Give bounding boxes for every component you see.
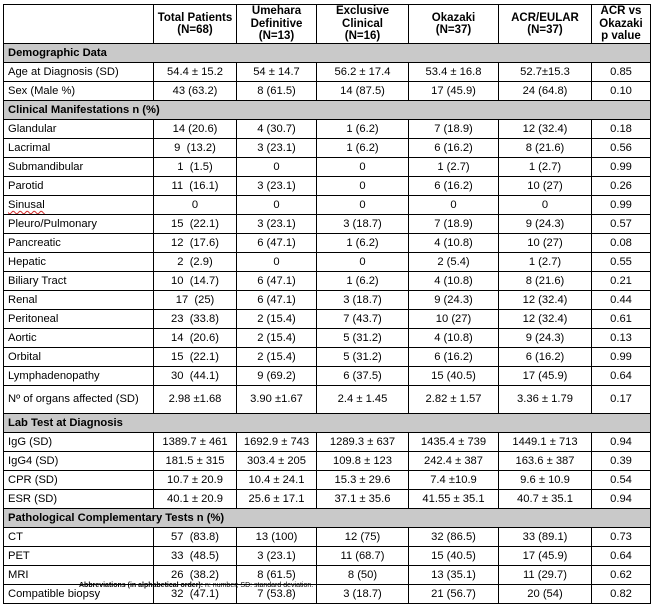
value-cell: 1 (2.7): [499, 158, 592, 177]
p-value-cell: 0.18: [592, 120, 651, 139]
value-cell: 15 (22.1): [154, 348, 237, 367]
column-header: [317, 5, 409, 44]
table-row: [4, 177, 651, 196]
row-label: [4, 471, 154, 490]
value-cell: 0: [237, 253, 317, 272]
value-cell: 21 (56.7): [409, 585, 499, 604]
row-label-text: Age at Diagnosis (SD): [8, 66, 119, 78]
value-cell: 4 (30.7): [237, 120, 317, 139]
value-cell: 15.3 ± 29.6: [317, 471, 409, 490]
value-cell: 1 (6.2): [317, 120, 409, 139]
row-label: [4, 490, 154, 509]
value-cell: 12 (75): [317, 528, 409, 547]
p-value-cell: 0.26: [592, 177, 651, 196]
value-cell: 9 (69.2): [237, 367, 317, 386]
value-cell: 32 (47.1): [154, 585, 237, 604]
abbreviations-footnote: [79, 582, 313, 589]
value-cell: 6 (47.1): [237, 234, 317, 253]
value-cell: 9 (13.2): [154, 139, 237, 158]
column-header-line: (N=13): [258, 30, 295, 43]
row-label: [4, 348, 154, 367]
p-value-cell: 0.54: [592, 471, 651, 490]
value-cell: 1 (6.2): [317, 139, 409, 158]
value-cell: 1435.4 ± 739: [409, 433, 499, 452]
row-label-text: Hepatic: [8, 256, 46, 268]
value-cell: 9 (24.3): [499, 329, 592, 348]
value-cell: 109.8 ± 123: [317, 452, 409, 471]
value-cell: 40.7 ± 35.1: [499, 490, 592, 509]
column-header: [499, 5, 592, 44]
row-label: [4, 272, 154, 291]
p-value-cell: 0.62: [592, 566, 651, 585]
p-value-cell: 0.61: [592, 310, 651, 329]
row-label-text: CPR (SD): [8, 474, 58, 486]
table-row: [4, 215, 651, 234]
value-cell: 43 (63.2): [154, 82, 237, 101]
value-cell: 8 (61.5): [237, 82, 317, 101]
p-value-cell: 0.55: [592, 253, 651, 272]
value-cell: 14 (20.6): [154, 120, 237, 139]
value-cell: 6 (37.5): [317, 367, 409, 386]
table-row: [4, 490, 651, 509]
row-label: [4, 139, 154, 158]
value-cell: 2 (2.9): [154, 253, 237, 272]
value-cell: 3 (23.1): [237, 547, 317, 566]
table-row: [4, 120, 651, 139]
value-cell: 3 (18.7): [317, 585, 409, 604]
value-cell: 15 (40.5): [409, 547, 499, 566]
value-cell: 1 (6.2): [317, 272, 409, 291]
value-cell: 0: [317, 253, 409, 272]
value-cell: 15 (40.5): [409, 367, 499, 386]
value-cell: 2.98 ±1.68: [154, 386, 237, 414]
p-value-cell: 0.99: [592, 196, 651, 215]
value-cell: 3.90 ±1.67: [237, 386, 317, 414]
value-cell: 4 (10.8): [409, 272, 499, 291]
row-label-text: Glandular: [8, 123, 57, 135]
header-cell-empty: [4, 5, 154, 44]
section-header-row: [4, 509, 651, 528]
p-value-cell: 0.94: [592, 490, 651, 509]
row-label: [4, 386, 154, 414]
value-cell: 6 (16.2): [409, 177, 499, 196]
value-cell: 1 (2.7): [499, 253, 592, 272]
column-header-line: p value: [601, 30, 641, 43]
value-cell: 3 (23.1): [237, 215, 317, 234]
results-table: [3, 4, 651, 604]
value-cell: 3.36 ± 1.79: [499, 386, 592, 414]
row-label-text: Pleuro/Pulmonary: [8, 218, 97, 230]
value-cell: 1 (1.5): [154, 158, 237, 177]
value-cell: 3 (23.1): [237, 139, 317, 158]
column-header-line: ACR vs: [600, 5, 642, 18]
section-title: Pathological Complementary Tests n (%): [4, 509, 651, 528]
value-cell: 8 (21.6): [499, 272, 592, 291]
value-cell: 12 (32.4): [499, 291, 592, 310]
table-row: [4, 367, 651, 386]
value-cell: 0: [317, 196, 409, 215]
value-cell: 5 (31.2): [317, 329, 409, 348]
value-cell: 6 (16.2): [499, 348, 592, 367]
value-cell: 9.6 ± 10.9: [499, 471, 592, 490]
column-header-line: Okazaki: [431, 11, 476, 24]
value-cell: 56.2 ± 17.4: [317, 63, 409, 82]
row-label-text: Submandibular: [8, 161, 84, 173]
table-row: [4, 196, 651, 215]
table-row: [4, 433, 651, 452]
value-cell: 2 (15.4): [237, 348, 317, 367]
row-label: [4, 528, 154, 547]
value-cell: 4 (10.8): [409, 234, 499, 253]
row-label: [4, 196, 154, 215]
value-cell: 6 (16.2): [409, 348, 499, 367]
value-cell: 17 (45.9): [499, 367, 592, 386]
value-cell: 8 (21.6): [499, 139, 592, 158]
value-cell: 1389.7 ± 461: [154, 433, 237, 452]
value-cell: 7.4 ±10.9: [409, 471, 499, 490]
column-header: [154, 5, 237, 44]
value-cell: 7 (53.8): [237, 585, 317, 604]
value-cell: 15 (22.1): [154, 215, 237, 234]
row-label-text: Biliary Tract: [8, 275, 67, 287]
table-row: [4, 63, 651, 82]
column-header: [592, 5, 651, 44]
value-cell: 13 (35.1): [409, 566, 499, 585]
value-cell: 17 (45.9): [409, 82, 499, 101]
p-value-cell: 0.99: [592, 348, 651, 367]
value-cell: 11 (68.7): [317, 547, 409, 566]
value-cell: 53.4 ± 16.8: [409, 63, 499, 82]
value-cell: 0: [237, 158, 317, 177]
section-header-row: [4, 44, 651, 63]
value-cell: 7 (18.9): [409, 120, 499, 139]
table-row: [4, 253, 651, 272]
column-header: [409, 5, 499, 44]
value-cell: 10 (27): [499, 177, 592, 196]
value-cell: 10.4 ± 24.1: [237, 471, 317, 490]
row-label: [4, 329, 154, 348]
row-label: [4, 234, 154, 253]
footnote-text: n: number; SD: standard deviation.: [203, 582, 314, 589]
table-row: [4, 348, 651, 367]
value-cell: 0: [499, 196, 592, 215]
row-label-text: PET: [8, 550, 30, 562]
value-cell: 13 (100): [237, 528, 317, 547]
value-cell: 2 (15.4): [237, 329, 317, 348]
row-label-text: Lymphadenopathy: [8, 370, 100, 382]
p-value-cell: 0.13: [592, 329, 651, 348]
column-header-line: (N=37): [527, 24, 563, 36]
value-cell: 25.6 ± 17.1: [237, 490, 317, 509]
p-value-cell: 0.99: [592, 158, 651, 177]
table-row: [4, 234, 651, 253]
row-label: [4, 253, 154, 272]
value-cell: 4 (10.8): [409, 329, 499, 348]
row-label-text: Lacrimal: [8, 142, 51, 154]
table-row: [4, 158, 651, 177]
value-cell: 2.82 ± 1.57: [409, 386, 499, 414]
value-cell: 40.1 ± 20.9: [154, 490, 237, 509]
row-label: [4, 452, 154, 471]
p-value-cell: 0.44: [592, 291, 651, 310]
p-value-cell: 0.21: [592, 272, 651, 291]
value-cell: 0: [154, 196, 237, 215]
value-cell: 0: [317, 158, 409, 177]
value-cell: 12 (32.4): [499, 120, 592, 139]
table-row: [4, 452, 651, 471]
row-label-text: Renal: [8, 294, 38, 306]
table-row: [4, 310, 651, 329]
row-label-text: IgG4 (SD): [8, 455, 59, 467]
p-value-cell: 0.39: [592, 452, 651, 471]
p-value-cell: 0.64: [592, 547, 651, 566]
value-cell: 30 (44.1): [154, 367, 237, 386]
row-label-text: Peritoneal: [8, 313, 59, 325]
value-cell: 17 (45.9): [499, 547, 592, 566]
value-cell: 6 (47.1): [237, 291, 317, 310]
value-cell: 57 (83.8): [154, 528, 237, 547]
table-row: [4, 291, 651, 310]
table-row: [4, 272, 651, 291]
value-cell: 7 (18.9): [409, 215, 499, 234]
footnote-title: Abbreviations (in alphabetical order):: [79, 582, 204, 589]
value-cell: 1692.9 ± 743: [237, 433, 317, 452]
value-cell: 8 (50): [317, 566, 409, 585]
section-header-row: [4, 414, 651, 433]
section-title: Lab Test at Diagnosis: [4, 414, 651, 433]
table-row: [4, 82, 651, 101]
row-label: [4, 310, 154, 329]
table-row: [4, 471, 651, 490]
row-label: [4, 158, 154, 177]
value-cell: 14 (87.5): [317, 82, 409, 101]
value-cell: 2 (15.4): [237, 310, 317, 329]
table-row: [4, 139, 651, 158]
value-cell: 17 (25): [154, 291, 237, 310]
column-header-line: (N=16): [344, 30, 381, 43]
column-header-line: Clinical: [342, 17, 383, 30]
table-header-row: [4, 5, 651, 44]
value-cell: 1 (2.7): [409, 158, 499, 177]
value-cell: 10.7 ± 20.9: [154, 471, 237, 490]
value-cell: 9 (24.3): [409, 291, 499, 310]
value-cell: 33 (89.1): [499, 528, 592, 547]
row-label: [4, 120, 154, 139]
p-value-cell: 0.82: [592, 585, 651, 604]
value-cell: 303.4 ± 205: [237, 452, 317, 471]
value-cell: 242.4 ± 387: [409, 452, 499, 471]
value-cell: 23 (33.8): [154, 310, 237, 329]
value-cell: 33 (48.5): [154, 547, 237, 566]
value-cell: 26 (38.2): [154, 566, 237, 585]
row-label-text: Sinusal: [8, 199, 45, 211]
value-cell: 24 (64.8): [499, 82, 592, 101]
p-value-cell: 0.56: [592, 139, 651, 158]
value-cell: 37.1 ± 35.6: [317, 490, 409, 509]
value-cell: 12 (32.4): [499, 310, 592, 329]
value-cell: 3 (23.1): [237, 177, 317, 196]
column-header-line: Definitive: [250, 17, 303, 30]
value-cell: 0: [237, 196, 317, 215]
value-cell: 10 (27): [499, 234, 592, 253]
value-cell: 3 (18.7): [317, 291, 409, 310]
value-cell: 9 (24.3): [499, 215, 592, 234]
value-cell: 41.55 ± 35.1: [409, 490, 499, 509]
row-label-text: Orbital: [8, 351, 41, 363]
p-value-cell: 0.57: [592, 215, 651, 234]
value-cell: 1289.3 ± 637: [317, 433, 409, 452]
value-cell: 181.5 ± 315: [154, 452, 237, 471]
row-label-text: Compatible biopsy: [8, 588, 101, 600]
p-value-cell: 0.73: [592, 528, 651, 547]
value-cell: 163.6 ± 387: [499, 452, 592, 471]
row-label-text: Nº of organs affected (SD): [8, 393, 139, 406]
table-row: [4, 547, 651, 566]
value-cell: 32 (86.5): [409, 528, 499, 547]
value-cell: 3 (18.7): [317, 215, 409, 234]
value-cell: 0: [409, 196, 499, 215]
row-label: [4, 63, 154, 82]
column-header-line: Umehara: [251, 5, 302, 18]
row-label: [4, 215, 154, 234]
row-label-text: MRI: [8, 569, 29, 581]
row-label-text: IgG (SD): [8, 436, 53, 448]
row-label-text: Sex (Male %): [8, 85, 76, 97]
column-header-line: (N=37): [435, 24, 472, 36]
table-row: [4, 386, 651, 414]
column-header-line: Total Patients: [157, 11, 233, 24]
p-value-cell: 0.85: [592, 63, 651, 82]
column-header-line: Exclusive: [335, 5, 390, 18]
value-cell: 5 (31.2): [317, 348, 409, 367]
table-row: [4, 528, 651, 547]
row-label-text: CT: [8, 531, 23, 543]
value-cell: 10 (27): [409, 310, 499, 329]
value-cell: 11 (16.1): [154, 177, 237, 196]
value-cell: 7 (43.7): [317, 310, 409, 329]
column-header-line: (N=68): [177, 24, 213, 36]
value-cell: 12 (17.6): [154, 234, 237, 253]
row-label-text: Parotid: [8, 180, 44, 192]
value-cell: 11 (29.7): [499, 566, 592, 585]
value-cell: 10 (14.7): [154, 272, 237, 291]
value-cell: 20 (54): [499, 585, 592, 604]
value-cell: 14 (20.6): [154, 329, 237, 348]
row-label: [4, 291, 154, 310]
column-header-line: ACR/EULAR: [511, 11, 579, 24]
value-cell: 2 (5.4): [409, 253, 499, 272]
value-cell: 0: [317, 177, 409, 196]
value-cell: 2.4 ± 1.45: [317, 386, 409, 414]
table-row: [4, 329, 651, 348]
row-label-text: Pancreatic: [8, 237, 61, 249]
row-label: [4, 367, 154, 386]
section-header-row: [4, 101, 651, 120]
column-header: [237, 5, 317, 44]
row-label: [4, 82, 154, 101]
row-label: [4, 177, 154, 196]
row-label-text: ESR (SD): [8, 493, 58, 505]
value-cell: 54 ± 14.7: [237, 63, 317, 82]
value-cell: 6 (47.1): [237, 272, 317, 291]
value-cell: 1 (6.2): [317, 234, 409, 253]
p-value-cell: 0.17: [592, 386, 651, 414]
row-label: [4, 433, 154, 452]
value-cell: 1449.1 ± 713: [499, 433, 592, 452]
value-cell: 6 (16.2): [409, 139, 499, 158]
row-label-text: Aortic: [8, 332, 37, 344]
p-value-cell: 0.64: [592, 367, 651, 386]
section-title: Demographic Data: [4, 44, 651, 63]
p-value-cell: 0.94: [592, 433, 651, 452]
column-header-line: Okazaki: [599, 17, 643, 30]
value-cell: 54.4 ± 15.2: [154, 63, 237, 82]
p-value-cell: 0.10: [592, 82, 651, 101]
p-value-cell: 0.08: [592, 234, 651, 253]
value-cell: 52.7±15.3: [499, 63, 592, 82]
section-title: Clinical Manifestations n (%): [4, 101, 651, 120]
value-cell: 8 (61.5): [237, 566, 317, 585]
row-label: [4, 547, 154, 566]
